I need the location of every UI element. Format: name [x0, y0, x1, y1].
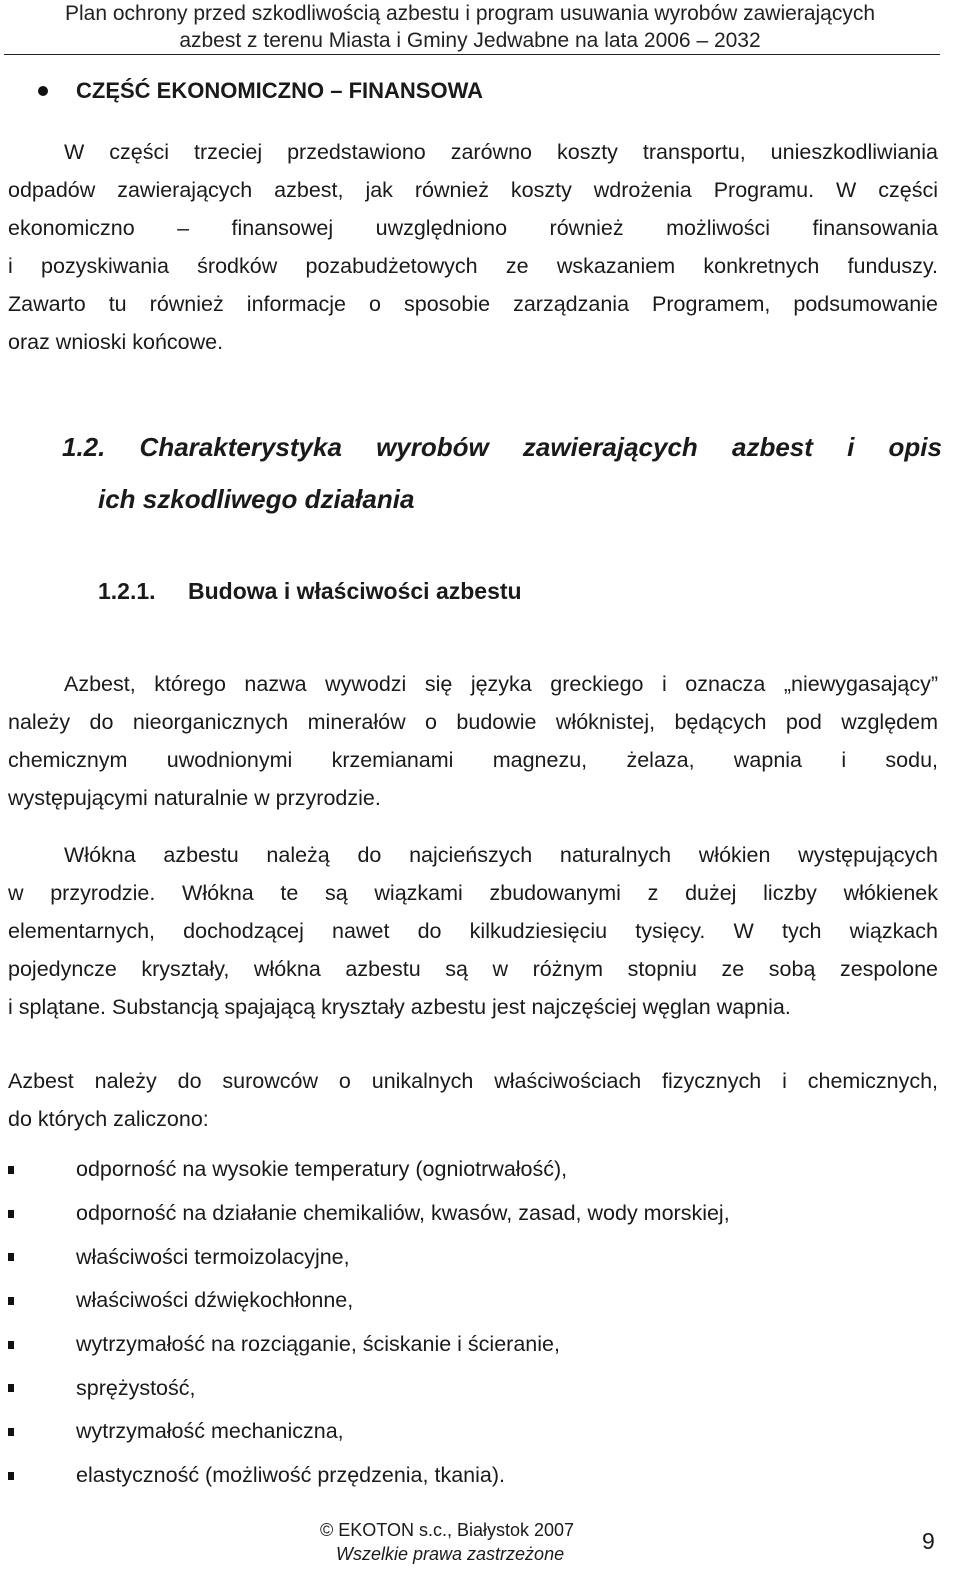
square-bullet-icon — [8, 1210, 14, 1218]
section-title: CZĘŚĆ EKONOMICZNO – FINANSOWA — [76, 78, 484, 103]
list-item — [8, 1235, 730, 1279]
text-line: Azbest, którego nazwa wywodzi się języka greckiego i oznacza „niewygasający” — [64, 672, 938, 696]
heading-1-2-1 — [98, 578, 522, 605]
text-line: Azbest należy do surowców o unikalnych właściwościach fizycznych i chemicznych, — [8, 1069, 938, 1093]
list-item-text: właściwości dźwiękochłonne, — [76, 1288, 354, 1313]
heading-number: 1.2.1. — [98, 578, 156, 604]
text-line: i pozyskiwania środków pozabudżetowych ze wskazaniem konkretnych funduszy. — [8, 254, 938, 278]
header-line-1: Plan ochrony przed szkodliwością azbestu i program usuwania wyrobów zawierających — [64, 2, 876, 25]
text-line: odpadów zawierających azbest, jak również koszty wdrożenia Programu. W części — [8, 178, 938, 202]
square-bullet-icon — [8, 1341, 14, 1349]
paragraph-2 — [8, 836, 938, 1026]
text-line: Zawarto tu również informacje o sposobie zarządzania Programem, podsumowanie — [8, 292, 938, 316]
text-line: i splątane. Substancją spajającą kryształy azbestu jest najczęściej węglan wapnia. — [8, 995, 791, 1019]
bullet-icon — [38, 86, 48, 96]
text-line: pojedyncze kryształy, włókna azbestu są w różnym stopniu ze sobą zespolone — [8, 957, 938, 981]
text-line: oraz wnioski końcowe. — [8, 330, 224, 354]
list-item — [8, 1366, 730, 1410]
text-line: Włókna azbestu należą do najcieńszych naturalnych włókien występujących — [64, 843, 938, 867]
list-item — [8, 1410, 730, 1454]
properties-list — [8, 1148, 730, 1498]
text-line: w przyrodzie. Włókna te są wiązkami zbudowanymi z dużej liczby włókienek — [8, 881, 938, 905]
list-item-text: odporność na działanie chemikaliów, kwasów, zasad, wody morskiej, — [76, 1201, 730, 1226]
text-line: chemicznym uwodnionymi krzemianami magnezu, żelaza, wapnia i sodu, — [8, 748, 938, 772]
heading-number: 1.2. — [62, 432, 106, 462]
square-bullet-icon — [8, 1253, 14, 1261]
heading-1-2 — [62, 432, 942, 515]
list-item-text: sprężystość, — [76, 1375, 196, 1400]
text-line: należy do nieorganicznych minerałów o budowie włóknistej, będących pod względem — [8, 710, 938, 734]
heading-word: opis — [888, 432, 942, 462]
list-item-text: odporność na wysokie temperatury (ogniotrwałość), — [76, 1157, 568, 1182]
list-item-text: właściwości termoizolacyjne, — [76, 1244, 350, 1269]
square-bullet-icon — [8, 1297, 14, 1305]
text-line: występującymi naturalnie w przyrodzie. — [8, 786, 381, 810]
text-line: W części trzeciej przedstawiono zarówno koszty transportu, unieszkodliwiania — [64, 140, 938, 164]
footer-rights: Wszelkie prawa zastrzeżone — [336, 1544, 565, 1564]
page-number: 9 — [922, 1528, 935, 1554]
header-line-2: azbest z terenu Miasta i Gminy Jedwabne na lata 2006 – 2032 — [179, 29, 761, 52]
footer-copyright: © EKOTON s.c., Białystok 2007 — [320, 1520, 575, 1540]
text-line: ekonomiczno – finansowej uwzględniono również możliwości finansowania — [8, 216, 938, 240]
list-item — [8, 1279, 730, 1323]
paragraph-3 — [8, 1062, 938, 1138]
heading-word: wyrobów — [376, 432, 489, 462]
list-item — [8, 1454, 730, 1498]
list-item-text: wytrzymałość na rozciąganie, ściskanie i ścieranie, — [76, 1332, 560, 1357]
heading-line-2: ich szkodliwego działania — [98, 484, 415, 514]
list-item-text: elastyczność (możliwość przędzenia, tkania). — [76, 1463, 505, 1488]
square-bullet-icon — [8, 1428, 14, 1436]
heading-title: Budowa i właściwości azbestu — [188, 578, 522, 604]
square-bullet-icon — [8, 1472, 14, 1480]
square-bullet-icon — [8, 1384, 14, 1392]
list-item — [8, 1192, 730, 1236]
square-bullet-icon — [8, 1166, 14, 1174]
list-item — [8, 1323, 730, 1367]
heading-word: i — [847, 432, 855, 462]
heading-word: azbest — [731, 432, 813, 462]
heading-word: Charakterystyka — [139, 432, 342, 462]
text-line: do których zaliczono: — [8, 1107, 209, 1131]
text-line: elementarnych, dochodzącej nawet do kilkudziesięciu tysięcy. W tych wiązkach — [8, 919, 938, 943]
paragraph-1 — [8, 665, 938, 817]
intro-paragraph — [8, 133, 938, 361]
list-item — [8, 1148, 730, 1192]
section-heading — [38, 78, 483, 104]
list-item-text: wytrzymałość mechaniczna, — [76, 1419, 344, 1444]
header-rule — [4, 54, 940, 55]
heading-word: zawierających — [522, 432, 698, 462]
page-header — [0, 0, 940, 54]
